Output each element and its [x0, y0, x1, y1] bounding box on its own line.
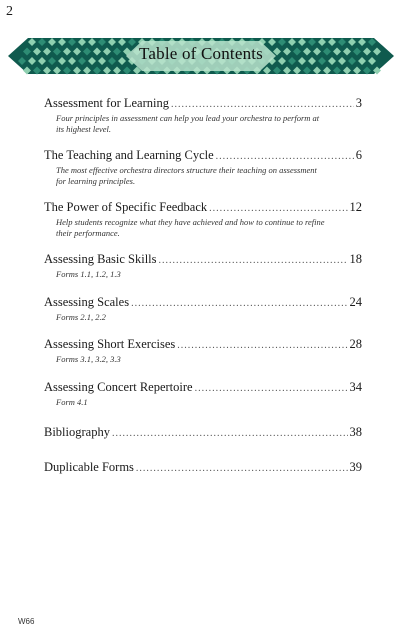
toc-entry-description: Four principles in assessment can help you lead your orchestra to perform at its highest level.: [56, 113, 320, 134]
toc-entry-title: Bibliography: [44, 425, 110, 439]
toc-entry-description: Help students recognize what they have achieved and how to continue to refine their performance.: [56, 217, 325, 238]
toc-entry-title: Assessment for Learning: [44, 96, 169, 110]
toc-entry-title: Assessing Scales: [44, 294, 130, 309]
page-number: 2: [6, 4, 13, 19]
toc-entry-title: Assessing Short Exercises: [44, 337, 176, 351]
toc-entry-page: 24: [349, 294, 362, 309]
page-title: Table of Contents: [138, 44, 264, 63]
toc-entry-page: 3: [355, 96, 362, 110]
dot-leader: [136, 463, 348, 474]
toc-entry-page: 12: [349, 200, 362, 214]
dot-leader: [171, 99, 354, 110]
toc-entry-description: Forms 1.1, 1.2, 1.3: [56, 269, 121, 279]
toc-entry-title: The Power of Specific Feedback: [44, 200, 208, 214]
toc-entry-concert-repertoire[interactable]: [44, 380, 362, 408]
dot-leader: [159, 255, 348, 266]
toc-entry-page: 34: [349, 379, 362, 394]
toc-entry-description: The most effective orchestra directors structure their teaching on assessment for learning principles.: [56, 165, 317, 186]
title-banner: [8, 36, 394, 76]
table-of-contents: [44, 96, 362, 475]
dot-leader: [216, 151, 354, 162]
dot-leader: [177, 340, 347, 351]
toc-entry-assessment-for-learning[interactable]: [44, 96, 362, 134]
toc-entry-title: The Teaching and Learning Cycle: [44, 148, 214, 162]
dot-leader: [195, 383, 348, 394]
toc-entry-description: Forms 2.1, 2.2: [56, 311, 106, 322]
toc-entry-page: 18: [349, 252, 362, 266]
toc-entry-description: Forms 3.1, 3.2, 3.3: [56, 354, 121, 364]
toc-entry-bibliography[interactable]: [44, 425, 362, 440]
toc-entry-title: Assessing Concert Repertoire: [44, 379, 193, 394]
toc-entry-scales[interactable]: [44, 295, 362, 323]
dot-leader: [131, 298, 347, 309]
toc-entry-page: 6: [355, 148, 362, 162]
toc-entry-basic-skills[interactable]: [44, 252, 362, 280]
toc-entry-short-exercises[interactable]: [44, 337, 362, 365]
toc-entry-specific-feedback[interactable]: [44, 200, 362, 238]
toc-entry-title: Duplicable Forms: [44, 460, 134, 474]
footer-code: W66: [18, 617, 35, 626]
toc-entry-page: 38: [349, 425, 362, 439]
toc-entry-title: Assessing Basic Skills: [44, 252, 157, 266]
dot-leader: [209, 203, 347, 214]
toc-entry-description: Form 4.1: [56, 396, 88, 407]
toc-entry-teaching-learning-cycle[interactable]: [44, 148, 362, 186]
toc-entry-page: 39: [349, 460, 362, 474]
toc-entry-duplicable-forms[interactable]: [44, 460, 362, 475]
toc-entry-page: 28: [349, 337, 362, 351]
dot-leader: [112, 428, 348, 439]
